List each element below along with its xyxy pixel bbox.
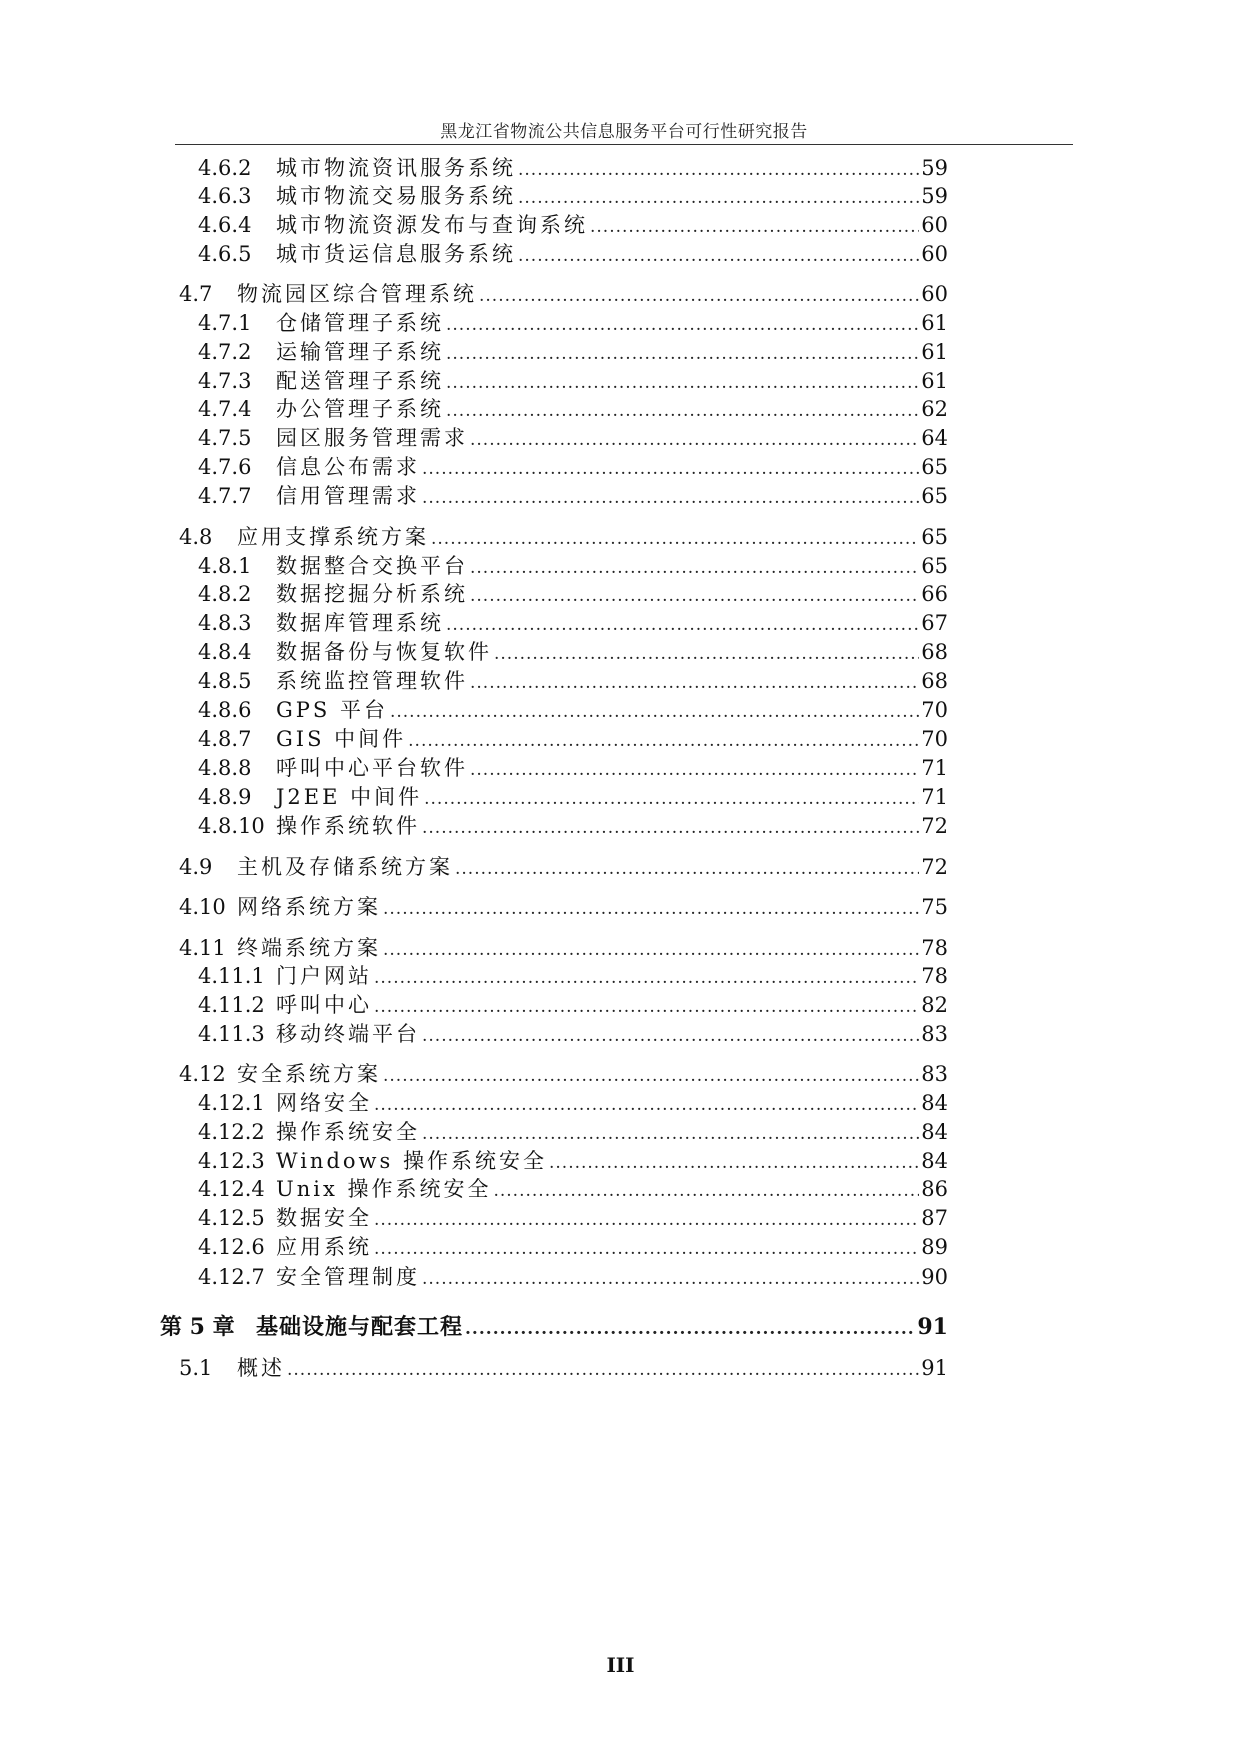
- toc-entry-title: 呼叫中心: [276, 993, 372, 1017]
- toc-entry-title: 配送管理子系统: [276, 369, 444, 393]
- toc-entry[interactable]: [198, 1118, 948, 1146]
- dot-leader: [431, 525, 919, 553]
- dot-leader: [455, 855, 919, 883]
- toc-entry-title: 门户网站: [276, 964, 372, 988]
- toc-entry-page: 60: [921, 213, 948, 237]
- toc-entry-page: 68: [921, 669, 948, 693]
- toc-entry-title: 操作系统安全: [276, 1120, 420, 1144]
- toc-entry-page: 65: [921, 525, 948, 549]
- toc-entry[interactable]: [198, 754, 948, 782]
- toc-entry-page: 78: [921, 936, 948, 960]
- toc-entry-page: 62: [921, 397, 948, 421]
- dot-leader: [422, 1022, 919, 1050]
- toc-entry-title: 信息公布需求: [276, 455, 420, 479]
- dot-leader: [465, 1315, 915, 1343]
- toc-entry[interactable]: [198, 1175, 948, 1203]
- dot-leader: [374, 1235, 919, 1263]
- toc-entry-title: 办公管理子系统: [276, 397, 444, 421]
- toc-entry-number: 5.1: [179, 1356, 213, 1380]
- dot-leader: [446, 611, 919, 639]
- toc-entry-page: 61: [921, 311, 948, 335]
- toc-entry-title: 信用管理需求: [276, 484, 420, 508]
- toc-entry-number: 4.7.2: [198, 340, 252, 364]
- toc-entry-number: 4.6.3: [198, 184, 252, 208]
- dot-leader: [422, 1265, 919, 1293]
- dot-leader: [390, 698, 919, 726]
- toc-entry-title: 系统监控管理软件: [276, 669, 468, 693]
- toc-entry[interactable]: [198, 783, 948, 811]
- toc-entry[interactable]: [198, 453, 948, 481]
- toc-entry-number: 4.11: [179, 936, 226, 960]
- toc-entry-title: 应用支撑系统方案: [237, 525, 429, 549]
- toc-entry-title: 终端系统方案: [237, 936, 381, 960]
- toc-entry-page: 84: [921, 1149, 948, 1173]
- toc-entry-title: 网络安全: [276, 1091, 372, 1115]
- dot-leader: [374, 964, 919, 992]
- toc-entry-number: 4.6.4: [198, 213, 252, 237]
- toc-entry[interactable]: [160, 1313, 948, 1341]
- toc-entry-title: 城市物流资讯服务系统: [276, 156, 516, 180]
- toc-entry-title: 仓储管理子系统: [276, 311, 444, 335]
- toc-entry-number: 4.8.8: [198, 756, 252, 780]
- dot-leader: [493, 1177, 919, 1205]
- toc-entry-title: 网络系统方案: [237, 895, 381, 919]
- dot-leader: [374, 1206, 919, 1234]
- dot-leader: [374, 993, 919, 1021]
- toc-entry[interactable]: [198, 154, 948, 182]
- dot-leader: [424, 785, 919, 813]
- toc-entry-page: 60: [921, 282, 948, 306]
- dot-leader: [422, 1120, 919, 1148]
- toc-entry[interactable]: [198, 182, 948, 210]
- toc-entry-page: 75: [921, 895, 948, 919]
- toc-entry-number: 第 5 章: [160, 1314, 235, 1340]
- toc-entry-title: 园区服务管理需求: [276, 426, 468, 450]
- dot-leader: [470, 426, 919, 454]
- dot-leader: [470, 582, 919, 610]
- toc-entry-number: 4.8: [179, 525, 213, 549]
- toc-entry-number: 4.7.5: [198, 426, 252, 450]
- toc-entry-page: 70: [921, 698, 948, 722]
- toc-entry-title: J2EE 中间件: [276, 785, 423, 809]
- toc-entry[interactable]: [198, 367, 948, 395]
- toc-entry[interactable]: [198, 696, 948, 724]
- toc-entry-title: 城市货运信息服务系统: [276, 242, 516, 266]
- toc-entry-title: 运输管理子系统: [276, 340, 444, 364]
- toc-entry-number: 4.8.4: [198, 640, 252, 664]
- toc-entry[interactable]: [198, 482, 948, 510]
- toc-entry-page: 64: [921, 426, 948, 450]
- toc-entry[interactable]: [198, 812, 948, 840]
- toc-entry[interactable]: [179, 934, 948, 962]
- toc-entry[interactable]: [198, 309, 948, 337]
- toc-entry[interactable]: [198, 1089, 948, 1117]
- dot-leader: [383, 1062, 919, 1090]
- dot-leader: [470, 554, 919, 582]
- dot-leader: [446, 311, 919, 339]
- toc-entry-title: 主机及存储系统方案: [237, 855, 453, 879]
- toc-entry[interactable]: [198, 638, 948, 666]
- dot-leader: [470, 669, 919, 697]
- toc-entry-number: 4.7.6: [198, 455, 252, 479]
- dot-leader: [408, 727, 919, 755]
- toc-entry-page: 89: [921, 1235, 948, 1259]
- toc-entry[interactable]: [198, 1233, 948, 1261]
- toc-entry[interactable]: [198, 552, 948, 580]
- toc-entry-number: 4.12.4: [198, 1177, 265, 1201]
- toc-entry-number: 4.8.1: [198, 554, 252, 578]
- toc-entry-page: 65: [921, 484, 948, 508]
- toc-entry-number: 4.11.2: [198, 993, 265, 1017]
- toc-entry-page: 72: [921, 855, 948, 879]
- dot-leader: [422, 814, 919, 842]
- dot-leader: [470, 756, 919, 784]
- toc-entry-page: 82: [921, 993, 948, 1017]
- toc-entry-number: 4.12.2: [198, 1120, 265, 1144]
- toc-entry[interactable]: [198, 962, 948, 990]
- toc-entry-number: 4.12.3: [198, 1149, 265, 1173]
- toc-entry-title: 安全管理制度: [276, 1265, 420, 1289]
- toc-entry-number: 4.8.10: [198, 814, 265, 838]
- toc-entry-page: 78: [921, 964, 948, 988]
- toc-entry-number: 4.12: [179, 1062, 226, 1086]
- dot-leader: [374, 1091, 919, 1119]
- toc-entry-page: 68: [921, 640, 948, 664]
- toc-entry-number: 4.8.3: [198, 611, 252, 635]
- page-number: III: [606, 1653, 635, 1677]
- dot-leader: [518, 242, 919, 270]
- toc-entry-page: 84: [921, 1120, 948, 1144]
- dot-leader: [383, 936, 919, 964]
- dot-leader: [549, 1149, 919, 1177]
- toc-entry-title: 数据整合交换平台: [276, 554, 468, 578]
- dot-leader: [383, 895, 919, 923]
- toc-entry-number: 4.8.7: [198, 727, 252, 751]
- toc-entry-page: 59: [921, 184, 948, 208]
- toc-entry[interactable]: [198, 240, 948, 268]
- toc-entry-number: 4.7.3: [198, 369, 252, 393]
- toc-entry[interactable]: [179, 1060, 948, 1088]
- toc-entry-page: 87: [921, 1206, 948, 1230]
- toc-entry[interactable]: [198, 211, 948, 239]
- toc-entry-title: GPS 平台: [276, 698, 388, 722]
- toc-entry[interactable]: [198, 1147, 948, 1175]
- toc-entry-page: 65: [921, 554, 948, 578]
- toc-entry-title: 应用系统: [276, 1235, 372, 1259]
- toc-entry-page: 60: [921, 242, 948, 266]
- dot-leader: [446, 369, 919, 397]
- toc-entry-title: 物流园区综合管理系统: [237, 282, 477, 306]
- toc-entry-title: 数据挖掘分析系统: [276, 582, 468, 606]
- dot-leader: [287, 1356, 919, 1384]
- toc-entry-page: 59: [921, 156, 948, 180]
- toc-entry-title: 移动终端平台: [276, 1022, 420, 1046]
- toc-entry-number: 4.8.2: [198, 582, 252, 606]
- toc-entry-number: 4.11.1: [198, 964, 265, 988]
- toc-entry-title: Windows 操作系统安全: [276, 1149, 547, 1173]
- toc-entry-title: 数据备份与恢复软件: [276, 640, 492, 664]
- toc-entry-number: 4.8.5: [198, 669, 252, 693]
- header-rule: [175, 144, 1073, 145]
- toc-entry-page: 71: [921, 785, 948, 809]
- toc-entry-page: 72: [921, 814, 948, 838]
- toc-entry-number: 4.8.6: [198, 698, 252, 722]
- toc-entry-number: 4.6.2: [198, 156, 252, 180]
- toc-entry-number: 4.7: [179, 282, 213, 306]
- toc-entry-page: 86: [921, 1177, 948, 1201]
- toc-entry-number: 4.7.1: [198, 311, 252, 335]
- dot-leader: [518, 156, 919, 184]
- toc-entry-page: 65: [921, 455, 948, 479]
- toc-entry[interactable]: [198, 609, 948, 637]
- toc-entry-page: 66: [921, 582, 948, 606]
- dot-leader: [590, 213, 919, 241]
- toc-entry-title: 安全系统方案: [237, 1062, 381, 1086]
- toc-entry-page: 91: [917, 1314, 948, 1340]
- dot-leader: [422, 455, 919, 483]
- toc-entry[interactable]: [198, 725, 948, 753]
- dot-leader: [494, 640, 919, 668]
- toc-entry-title: 基础设施与配套工程: [256, 1314, 464, 1340]
- toc-entry-number: 4.9: [179, 855, 213, 879]
- toc-entry-title: 城市物流资源发布与查询系统: [276, 213, 588, 237]
- toc-entry[interactable]: [198, 580, 948, 608]
- dot-leader: [446, 397, 919, 425]
- toc-entry[interactable]: [198, 991, 948, 1019]
- toc-entry-title: 数据库管理系统: [276, 611, 444, 635]
- toc-entry-page: 83: [921, 1062, 948, 1086]
- toc-entry-number: 4.6.5: [198, 242, 252, 266]
- toc-entry-number: 4.12.7: [198, 1265, 265, 1289]
- toc-entry-number: 4.7.4: [198, 397, 252, 421]
- toc-entry-title: 操作系统软件: [276, 814, 420, 838]
- toc-entry[interactable]: [198, 1263, 948, 1291]
- toc-entry-title: 城市物流交易服务系统: [276, 184, 516, 208]
- toc-entry-number: 4.12.5: [198, 1206, 265, 1230]
- toc-entry-title: 概述: [237, 1356, 285, 1380]
- dot-leader: [446, 340, 919, 368]
- toc-entry[interactable]: [198, 1020, 948, 1048]
- toc-entry[interactable]: [179, 853, 948, 881]
- toc-entry-page: 90: [921, 1265, 948, 1289]
- running-header: 黑龙江省物流公共信息服务平台可行性研究报告: [440, 122, 808, 142]
- toc-entry[interactable]: [198, 395, 948, 423]
- toc-entry[interactable]: [179, 893, 948, 921]
- toc-entry-page: 61: [921, 369, 948, 393]
- toc-entry-page: 61: [921, 340, 948, 364]
- toc-entry-page: 67: [921, 611, 948, 635]
- toc-entry[interactable]: [179, 1354, 948, 1382]
- toc-entry-page: 71: [921, 756, 948, 780]
- toc-entry-number: 4.12.6: [198, 1235, 265, 1259]
- toc-entry-title: 呼叫中心平台软件: [276, 756, 468, 780]
- toc-entry-page: 84: [921, 1091, 948, 1115]
- dot-leader: [422, 484, 919, 512]
- toc-entry-page: 70: [921, 727, 948, 751]
- dot-leader: [479, 282, 919, 310]
- toc-entry-title: GIS 中间件: [276, 727, 407, 751]
- toc-entry[interactable]: [179, 280, 948, 308]
- toc-entry[interactable]: [198, 667, 948, 695]
- toc-entry-page: 83: [921, 1022, 948, 1046]
- toc-entry-number: 4.10: [179, 895, 226, 919]
- toc-entry[interactable]: [179, 523, 948, 551]
- toc-entry[interactable]: [198, 1204, 948, 1232]
- toc-entry-title: Unix 操作系统安全: [276, 1177, 492, 1201]
- toc-entry-number: 4.7.7: [198, 484, 252, 508]
- toc-entry-title: 数据安全: [276, 1206, 372, 1230]
- toc-entry[interactable]: [198, 338, 948, 366]
- toc-entry[interactable]: [198, 424, 948, 452]
- toc-entry-page: 91: [921, 1356, 948, 1380]
- toc-entry-number: 4.12.1: [198, 1091, 265, 1115]
- toc-entry-number: 4.8.9: [198, 785, 252, 809]
- dot-leader: [518, 184, 919, 212]
- toc-entry-number: 4.11.3: [198, 1022, 265, 1046]
